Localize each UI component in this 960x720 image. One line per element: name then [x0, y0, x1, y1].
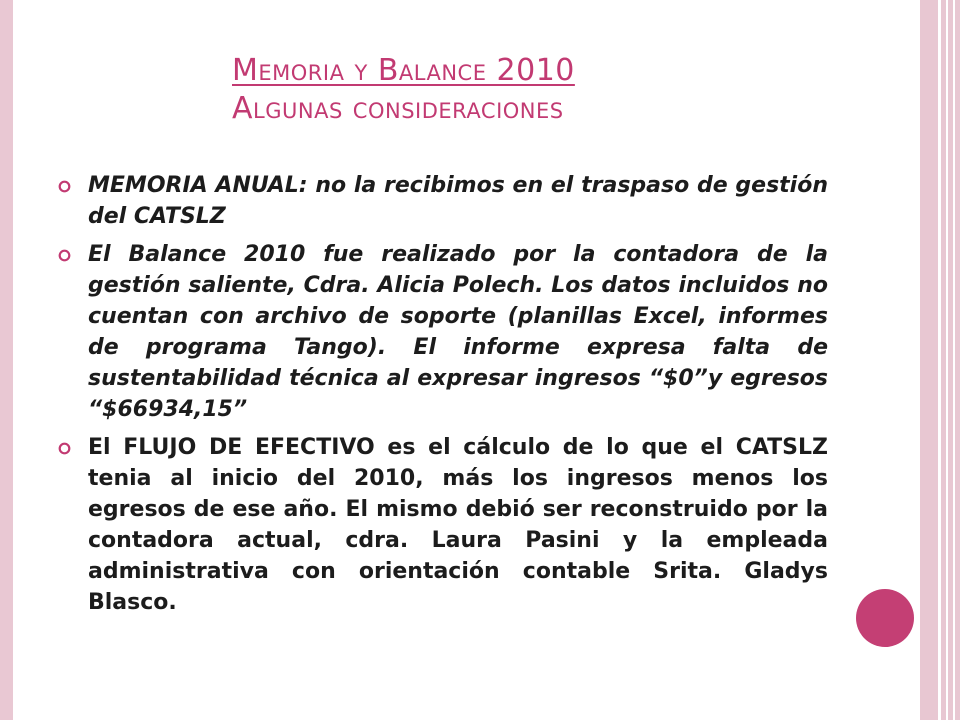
ring-bullet-icon — [58, 180, 71, 193]
bullet-item-memoria — [58, 170, 828, 232]
bullet-item-flujo — [58, 432, 828, 618]
slide-title — [232, 52, 892, 128]
bullet-text-balance: El Balance 2010 fue realizado por la contadora de la gestión saliente, Cdra. Alicia Polech. Los datos incluidos no cuentan con archivo de soporte (planillas Excel, informes de programa Tango). El informe expresa falta de sustentabilidad técnica al expresar ingresos “$0”y egresos “$66934,15” — [88, 242, 828, 422]
ring-bullet-icon — [58, 249, 71, 262]
bullet-list — [58, 170, 828, 625]
bullet-item-balance — [58, 239, 828, 425]
left-frame-border — [0, 0, 13, 720]
bullet-text-flujo: El FLUJO DE EFECTIVO es el cálculo de lo que el CATSLZ tenia al inicio del 2010, más los ingresos menos los egresos de ese año. El mismo debió ser reconstruido por la contadora actual, cdra. Laura Pasini y la empleada administrativa con orientación contable Srita. Gladys Blasco. — [88, 435, 828, 615]
bullet-text-memoria: MEMORIA ANUAL: no la recibimos en el traspaso de gestión del CATSLZ — [88, 173, 828, 229]
title-line-1: Memoria y Balance 2010 — [232, 53, 575, 88]
right-frame-stripes — [920, 0, 960, 720]
pink-circle-icon — [856, 589, 914, 647]
ring-bullet-icon — [58, 442, 71, 455]
title-line-2: Algunas consideraciones — [232, 91, 564, 126]
